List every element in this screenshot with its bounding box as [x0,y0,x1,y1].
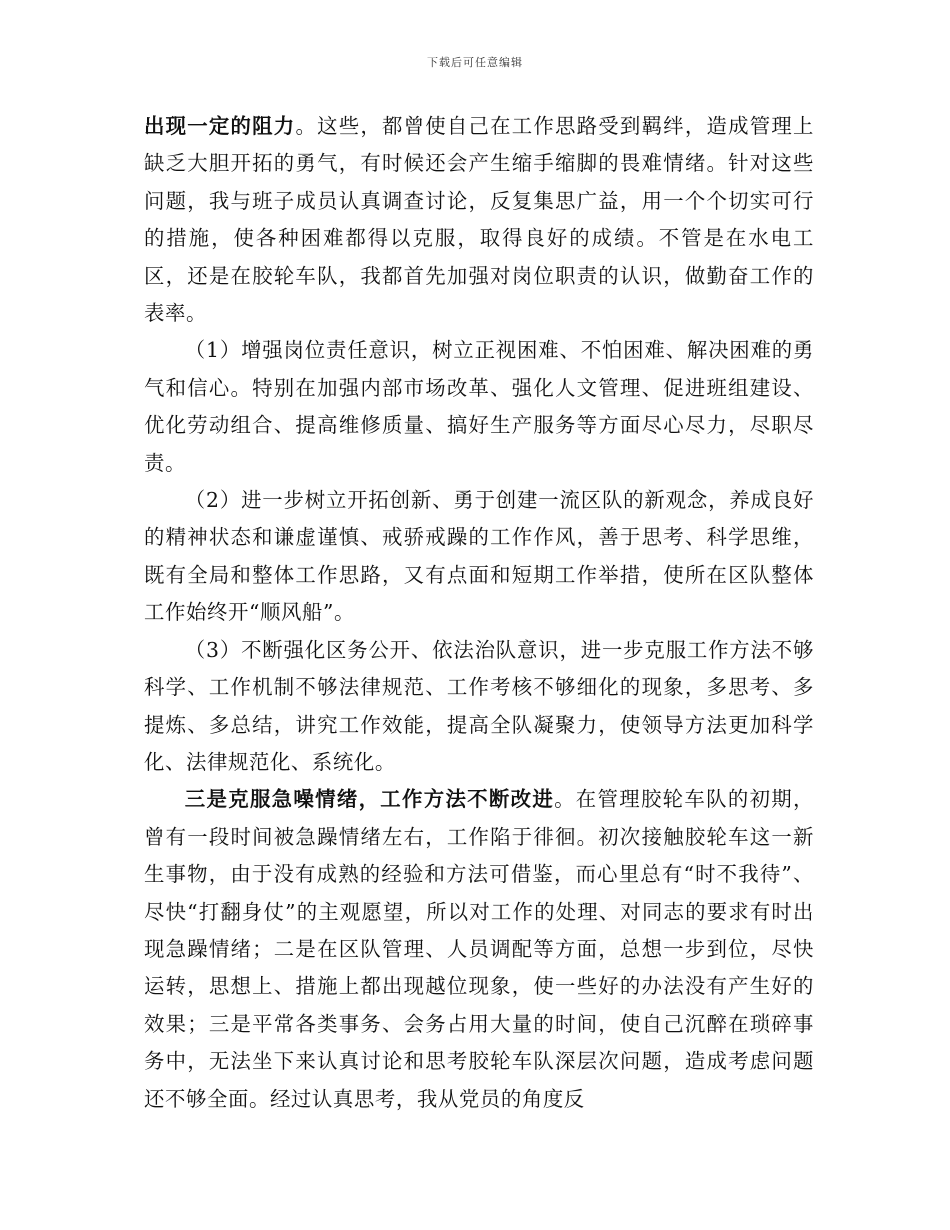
paragraph-text: （1）增强岗位责任意识，树立正视困难、不怕困难、解决困难的勇气和信心。特别在加强内部市场改革、强化人文管理、促进班组建设、优化劳动组合、提高维修质量、搞好生产服务等方面尽心尽力，尽职尽责。 [144,338,814,475]
paragraph-lead-bold: 出现一定的阻力 [144,114,296,138]
paragraph-text: （2）进一步树立开拓创新、勇于创建一流区队的新观念，养成良好的精神状态和谦虚谨慎、戒骄戒躁的工作作风，善于思考、科学思维，既有全局和整体工作思路，又有点面和短期工作举措，使所在区队整体工作始终开“顺风船”。 [144,488,814,625]
paragraph-lead-bold: 三是克服急噪情绪，工作方法不断改进 [184,787,555,812]
paragraph-2 [144,332,814,482]
paragraph-text: 。这些，都曾使自己在工作思路受到羁绊，造成管理上缺乏大胆开拓的勇气，有时候还会产生缩手缩脚的畏难情绪。针对这些问题，我与班子成员认真调查讨论，反复集思广益，用一个个切实可行的措施，使各种困难都得以克服，取得良好的成绩。不管是在水电工区，还是在胶轮车队，我都首先加强对岗位职责的认识，做勤奋工作的表率。 [144,114,814,326]
paragraph-text: （3）不断强化区务公开、依法治队意识，进一步克服工作方法不够科学、工作机制不够法律规范、工作考核不够细化的现象，多思考、多提炼、多总结，讲究工作效能，提高全队凝聚力，使领导方法更加科学化、法律规范化、系统化。 [144,637,814,774]
paragraph-text: 。在管理胶轮车队的初期，曾有一段时间被急躁情绪左右，工作陷于徘徊。初次接触胶轮车这一新生事物，由于没有成熟的经验和方法可借鉴，而心里总有“时不我待”、尽快“打翻身仗”的主观愿望，所以对工作的处理、对同志的要求有时出现急躁情绪；二是在区队管理、人员调配等方面，总想一步到位，尽快运转，思想上、措施上都出现越位现象，使一些好的办法没有产生好的效果；三是平常各类事务、会务占用大量的时间，使自己沉醉在琐碎事务中，无法坐下来认真讨论和思考胶轮车队深层次问题，造成考虑问题还不够全面。经过认真思考，我从党员的角度反 [144,787,815,1111]
page-header: 下载后可任意编辑 [427,56,523,69]
paragraph-3 [144,482,814,632]
paragraph-1 [144,108,814,332]
document-body [144,108,814,1118]
paragraph-4 [144,632,814,782]
paragraph-5 [144,781,814,1118]
